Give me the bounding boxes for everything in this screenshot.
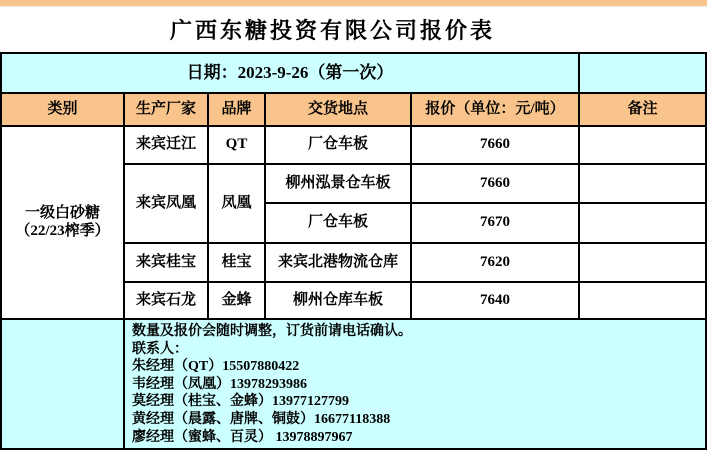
date-spare-cell bbox=[580, 54, 705, 92]
row5-remark bbox=[580, 283, 705, 318]
row5-brand: 金蜂 bbox=[209, 283, 264, 318]
row1-brand: QT bbox=[209, 127, 264, 163]
footer-contact-2: 韦经理（凤凰）13978293986 bbox=[132, 376, 307, 392]
footer-note: 数量及报价会随时调整，订货前请电话确认。 bbox=[132, 324, 412, 339]
header-brand: 品牌 bbox=[209, 94, 264, 125]
footer-contact-1: 朱经理（QT）15507880422 bbox=[132, 359, 300, 375]
header-price: 报价（单位：元/吨） bbox=[412, 94, 578, 125]
row1-remark bbox=[580, 127, 705, 163]
date-cell: 日期：2023-9-26（第一次） bbox=[2, 54, 578, 92]
title-row bbox=[0, 7, 707, 52]
footer-notes-cell bbox=[125, 320, 705, 448]
category-line1: 一级白砂糖 bbox=[24, 205, 100, 222]
row3-price: 7670 bbox=[412, 204, 578, 242]
row4-price: 7620 bbox=[412, 244, 578, 281]
row2-manufacturer: 来宾凤凰 bbox=[125, 165, 207, 242]
header-category: 类别 bbox=[2, 94, 123, 125]
row3-delivery: 厂仓车板 bbox=[266, 204, 410, 242]
row4-remark bbox=[580, 244, 705, 281]
row1-price: 7660 bbox=[412, 127, 578, 163]
row1-delivery: 厂仓车板 bbox=[266, 127, 410, 163]
row2-price: 7660 bbox=[412, 165, 578, 202]
category-line2: （22/23榨季） bbox=[15, 222, 110, 239]
page-title: 广西东糖投资有限公司报价表 bbox=[169, 18, 495, 43]
footer-contacts-label: 联系人： bbox=[132, 341, 188, 357]
footer-contact-3: 莫经理（桂宝、金蜂）13977127799 bbox=[132, 394, 349, 410]
row3-remark bbox=[580, 204, 705, 242]
row4-brand: 桂宝 bbox=[209, 244, 264, 281]
quotation-table bbox=[0, 52, 707, 450]
row5-manufacturer: 来宾石龙 bbox=[125, 283, 207, 318]
row2-delivery: 柳州泓景仓车板 bbox=[266, 165, 410, 202]
row4-delivery: 来宾北港物流仓库 bbox=[266, 244, 410, 281]
category-cell bbox=[2, 127, 123, 318]
top-accent-strip bbox=[0, 0, 707, 7]
footer-left-cell bbox=[2, 320, 123, 448]
footer-contact-4: 黄经理（晨露、唐牌、铜鼓）16677118388 bbox=[132, 411, 391, 427]
row1-manufacturer: 来宾迁江 bbox=[125, 127, 207, 163]
row5-delivery: 柳州仓库车板 bbox=[266, 283, 410, 318]
header-manufacturer: 生产厂家 bbox=[125, 94, 207, 125]
row5-price: 7640 bbox=[412, 283, 578, 318]
row2-remark bbox=[580, 165, 705, 202]
row4-manufacturer: 来宾桂宝 bbox=[125, 244, 207, 281]
header-remark: 备注 bbox=[580, 94, 705, 125]
footer-contact-5: 廖经理（蜜蜂、百灵） 13978897967 bbox=[132, 429, 353, 445]
row2-brand: 凤凰 bbox=[209, 165, 264, 242]
header-delivery: 交货地点 bbox=[266, 94, 410, 125]
